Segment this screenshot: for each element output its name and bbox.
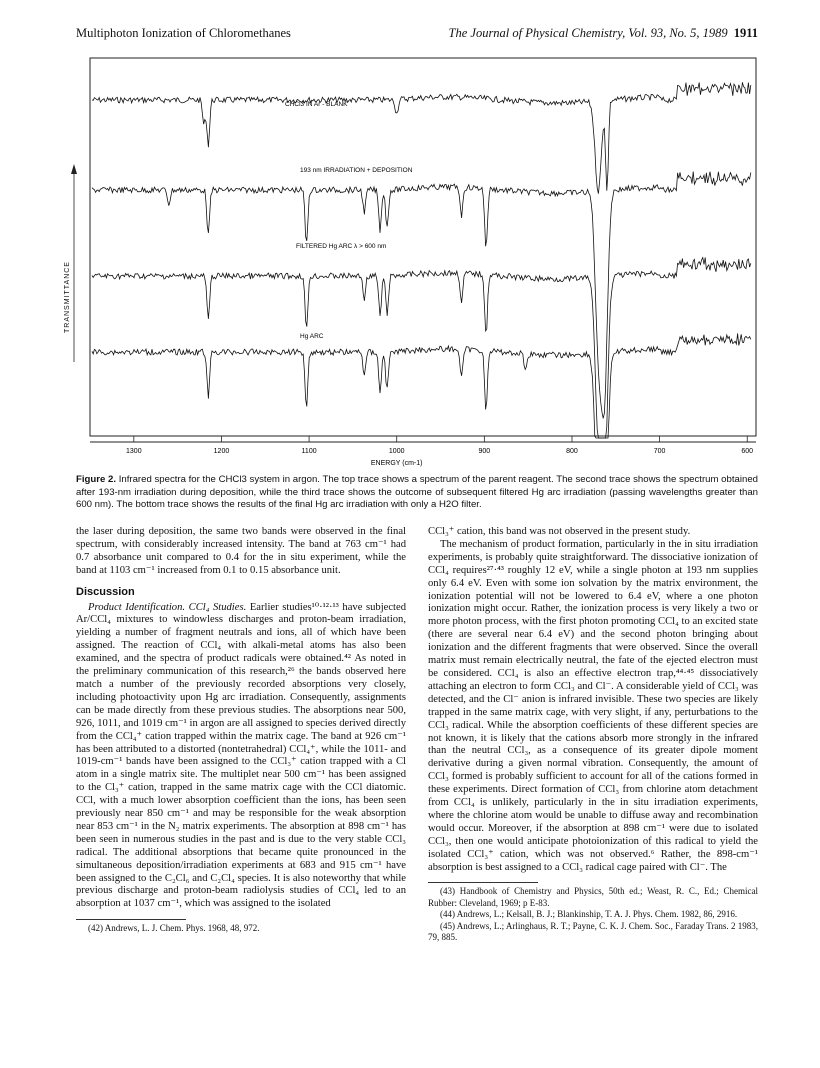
section-heading: Discussion [76, 585, 135, 598]
trace-label-4: Hg ARC [300, 333, 324, 340]
trace-label-2: 193 nm IRRADIATION + DEPOSITION [300, 167, 413, 174]
x-tick-label: 1300 [126, 448, 142, 455]
figure-caption [76, 474, 758, 512]
paragraph: Product Identification. CCl₄ Studies. Earlier studies¹⁰·¹²·¹³ have subjected Ar/CCl₄ mixtures to windowless discharges and proton-beam irradiation, yielding a number of fragment neutrals and ions, all of which have been assigned. The reaction of CCl₄ with alkali-metal atoms has also been examined, and the spectra of product radicals were obtained.⁴² As noted in the preliminary communication of this research,²⁶ the bands observed here match a number of the previously recorded absorptions very closely, including photoactivity upon Hg arc irradiation. Consequently, assignments can be made directly from these previous studies. The absorptions near 500, 926, 1011, and 1019 cm⁻¹ in argon are all assigned to species derived directly from the CCl₄⁺ cation trapped within the matrix cage. The band at 926 cm⁻¹ has been attributed to a distorted (nontetrahedral) CCl₄⁺, while the 1011- and 1019-cm⁻¹ bands have been assigned to the CCl₃⁺ cation trapped with a Cl atom in a single matrix site. The multiplet near 500 cm⁻¹ has been assigned to the Cl₃⁺ cation, trapped in the same matrix cage with the CCl diatomic. CCl, with a much lower absorption coefficient than the ions, has been seen previously near 850 cm⁻¹ and may be responsible for the weak absorption near 853 cm⁻¹ in the N₂ matrix experiments. The absorption at 898 cm⁻¹ has been seen in numerous studies in the past and is due to the very stable CCl₃ radical. The additional absorptions that became quite pronounced in the simultaneous deposition/irradiation experiments at 683 and 915 cm⁻¹ have been assigned to the C₂Cl₆ and C₂Cl₄ species. It is also noteworthy that while previous discharge and proton-beam radiolysis studies of CCl₄ led to an absorption at 1037 cm⁻¹, which was assigned to the isolated [76, 601, 407, 910]
paragraph: the laser during deposition, the same two bands were observed in the final spectrum, with considerably increased intensity. The band at 763 cm⁻¹ had 0.7 absorbance unit compared to 0.4 for the in situ experiment, while the band at 1103 cm⁻¹ increased from 0.1 to 0.15 absorbance unit. [76, 526, 406, 576]
plot-frame [90, 58, 756, 436]
journal-citation: The Journal of Physical Chemistry, Vol. 93, No. 5, 1989 1911 [448, 26, 758, 40]
paragraph: The mechanism of product formation, particularly in the in situ irradiation experiments, is probably quite straightforward. The dissociative ionization of CCl₄ requires²⁷·⁴³ roughly 12 eV, while a single photon at 193 nm supplies only 6.4 eV. Even with some ion solvation by the matrix environment, the ionization potential will not be lowered to 6.4 eV, where a one photon ionization might occur. Rather, the ionization process is very likely a two or more photon process, with the first photon promoting CCl₄ to an excited state (there are several near 6.4 eV) and the second photon bringing about ionization and the different fragments that were observed. Since the overall matrix must remain electrically neutral, the fate of the ejected electron must be considered. CCl₄ is also an effective electron trap,⁴⁴·⁴⁵ dissociatively attaching an electron to form CCl₃ and Cl⁻. A considerable yield of CCl₃ was detected, and the Cl⁻ anion is infrared invisible. These two species are likely trapped in the same matrix cage, with very slight, if any, perturbations to the CCl₃ radical. While the absorption coefficients of these different species are not known, it is likely that the cations absorb more strongly in the infrared than the neutral CCl₃, as a consequence of its greater dipole moment derivative during a given normal vibration. Consequently, the amount of CCl₃ formed is probably sufficient to account for all of the cations formed in these experiments. Direct formation of CCl₃ from chlorine atom detachment from CCl₄ is unlikely, particularly in the in situ irradiation experiments, where the chlorine atom would be unable to diffuse away and recombination would occur. Moreover, if the absorption at 898 cm⁻¹ were due to isolated CCl₃, then one would anticipate photoionization of this radical to yield the isolated CCl₃⁺ cation, which was not observed.⁶ Rather, the 898-cm⁻¹ absorption is best assigned to a CCl₃ radical cage paired with Cl⁻. The [428, 538, 758, 873]
right-column [428, 526, 758, 944]
y-axis-label: TRANSMITTANCE [64, 261, 71, 333]
x-tick-label: 900 [478, 448, 491, 455]
footnote: (45) Andrews, L.; Arlinghaus, R. T.; Payne, C. K. J. Chem. Soc., Faraday Trans. 2 1983, 79, 885. [428, 920, 758, 943]
trace-label-3: FILTERED Hg ARC λ > 600 nm [296, 243, 387, 250]
trace-label-1: CHCl3 IN Ar - BLANK [285, 101, 348, 108]
caption-label: Figure 2. [76, 474, 117, 485]
subsection-title: Product Identification. CCl₄ Studies. [88, 601, 247, 613]
spectrum-trace-1 [92, 82, 751, 193]
ir-spectra-figure [60, 52, 760, 472]
paragraph: CCl₃⁺ cation, this band was not observed in the present study. [428, 526, 691, 537]
x-tick-label: 700 [653, 448, 666, 455]
spectra-plot [60, 52, 760, 472]
page-number: 1911 [733, 26, 758, 40]
x-tick-label: 1000 [388, 448, 405, 455]
footnote-rule [428, 882, 538, 883]
x-tick-label: 800 [566, 448, 578, 455]
footnote: (44) Andrews, L.; Kelsall, B. J.; Blankinship, T. A. J. Phys. Chem. 1982, 86, 2916. [440, 909, 738, 920]
x-axis-label: ENERGY (cm-1) [370, 460, 423, 467]
x-tick-label: 1100 [301, 448, 317, 455]
x-tick-label: 600 [741, 448, 754, 455]
spectrum-trace-4 [92, 333, 751, 438]
footnote-rule [76, 919, 186, 920]
running-title: Multiphoton Ionization of Chloromethanes [76, 26, 291, 40]
left-column [76, 526, 406, 935]
caption-text: Infrared spectra for the CHCl3 system in argon. The top trace shows a spectrum of the parent reagent. The second trace shows the spectrum obtained after 193-nm irradiation during deposition, while the third trace shows the outcome of subsequent filtered Hg arc irradiation (passing wavelengths greater than 600 nm). The bottom trace shows the results of the final Hg arc irradiation with only a H2O filter. [76, 474, 758, 511]
y-axis-arrow [71, 164, 77, 174]
footnote: (42) Andrews, L. J. Chem. Phys. 1968, 48, 972. [88, 923, 260, 934]
spectrum-trace-3 [92, 258, 751, 439]
running-header [76, 26, 758, 44]
footnote: (43) Handbook of Chemistry and Physics, 50th ed.; Weast, R. C., Ed.; Chemical Rubber: Cleveland, 1969; p E-83. [428, 886, 758, 908]
x-tick-label: 1200 [213, 448, 230, 455]
spectrum-trace-2 [92, 172, 751, 419]
